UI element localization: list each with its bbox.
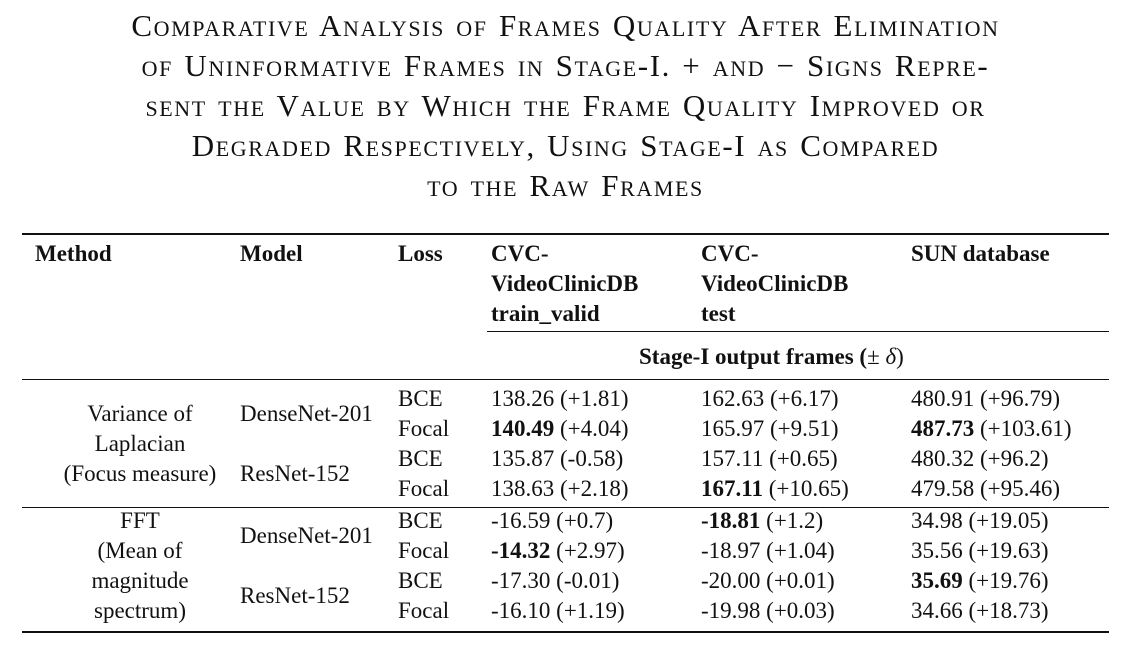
value-cell: -18.81 (+1.2) xyxy=(701,508,824,533)
value-cell: 138.63 (+2.18) xyxy=(491,476,629,501)
header-method: Method xyxy=(35,241,112,266)
loss-cell: Focal xyxy=(398,416,450,441)
plus-minus-symbol: ± xyxy=(867,344,880,369)
header-loss: Loss xyxy=(398,241,443,266)
header-sun-database: SUN database xyxy=(911,241,1050,266)
subheader-close: ) xyxy=(896,344,904,369)
method-variance-of-laplacian xyxy=(50,399,230,489)
loss-cell: Focal xyxy=(398,598,450,623)
value-cell: 135.87 (-0.58) xyxy=(491,446,624,471)
value-cell: -20.00 (+0.01) xyxy=(701,568,835,593)
value-cell: 157.11 (+0.65) xyxy=(701,446,838,471)
table-top-rule xyxy=(22,233,1109,235)
value-cell: 165.97 (+9.51) xyxy=(701,416,839,441)
method-line: spectrum) xyxy=(94,598,186,623)
header-line: test xyxy=(701,301,736,326)
delta-symbol: δ xyxy=(885,344,897,369)
method-line: Laplacian xyxy=(94,431,186,456)
loss-cell: Focal xyxy=(398,476,450,501)
value-cell: 140.49 (+4.04) xyxy=(491,416,629,441)
value-cell: -19.98 (+0.03) xyxy=(701,598,835,623)
value-cell: -16.59 (+0.7) xyxy=(491,508,614,533)
caption-line: Degraded Respectively, Using Stage-I as Compared xyxy=(191,128,940,163)
method-line: magnitude xyxy=(91,568,189,593)
loss-cell: BCE xyxy=(398,568,443,593)
header-line: VideoClinicDB xyxy=(701,271,849,296)
loss-cell: BCE xyxy=(398,508,443,533)
subheader-rule xyxy=(487,331,1109,332)
header-model: Model xyxy=(240,241,303,266)
caption-line: sent the Value by Which the Frame Quality Improved or xyxy=(145,88,986,123)
loss-cell: Focal xyxy=(398,538,450,563)
method-line: FFT xyxy=(120,508,160,533)
table-caption xyxy=(0,6,1131,206)
model-resnet-152: ResNet-152 xyxy=(240,461,350,486)
subheader-stage-i xyxy=(639,342,904,372)
value-cell: -16.10 (+1.19) xyxy=(491,598,625,623)
loss-cell: BCE xyxy=(398,446,443,471)
value-cell: 35.69 (+19.76) xyxy=(911,568,1049,593)
loss-cell: BCE xyxy=(398,386,443,411)
header-line: CVC- xyxy=(701,241,759,266)
value-cell: -17.30 (-0.01) xyxy=(491,568,620,593)
value-cell: 138.26 (+1.81) xyxy=(491,386,629,411)
value-cell: 34.66 (+18.73) xyxy=(911,598,1049,623)
value-cell: 487.73 (+103.61) xyxy=(911,416,1072,441)
model-densenet-201: DenseNet-201 xyxy=(240,401,373,426)
method-line: (Focus measure) xyxy=(63,461,217,486)
model-densenet-201: DenseNet-201 xyxy=(240,523,373,548)
header-cvc-test xyxy=(701,239,848,329)
value-cell: 162.63 (+6.17) xyxy=(701,386,839,411)
method-line: (Mean of xyxy=(97,538,183,563)
value-cell: 479.58 (+95.46) xyxy=(911,476,1061,501)
table-bottom-rule xyxy=(22,631,1109,633)
value-cell: 480.91 (+96.79) xyxy=(911,386,1061,411)
value-cell: 480.32 (+96.2) xyxy=(911,446,1049,471)
header-bottom-rule xyxy=(22,379,1109,380)
header-cvc-train-valid xyxy=(491,239,638,329)
value-cell: 35.56 (+19.63) xyxy=(911,538,1049,563)
value-cell: -18.97 (+1.04) xyxy=(701,538,835,563)
method-fft xyxy=(50,506,230,626)
value-cell: 167.11 (+10.65) xyxy=(701,476,849,501)
caption-line: to the Raw Frames xyxy=(427,168,704,203)
caption-line: Comparative Analysis of Frames Quality After Elimination xyxy=(131,8,1000,43)
subheader-label: Stage-I output frames ( xyxy=(639,344,868,369)
header-line: VideoClinicDB xyxy=(491,271,639,296)
method-line: Variance of xyxy=(87,401,193,426)
header-line: CVC- xyxy=(491,241,549,266)
header-line: train_valid xyxy=(491,301,600,326)
model-resnet-152: ResNet-152 xyxy=(240,583,350,608)
value-cell: 34.98 (+19.05) xyxy=(911,508,1049,533)
value-cell: -14.32 (+2.97) xyxy=(491,538,625,563)
caption-line: of Uninformative Frames in Stage-I. + and − Signs Repre- xyxy=(141,48,990,83)
